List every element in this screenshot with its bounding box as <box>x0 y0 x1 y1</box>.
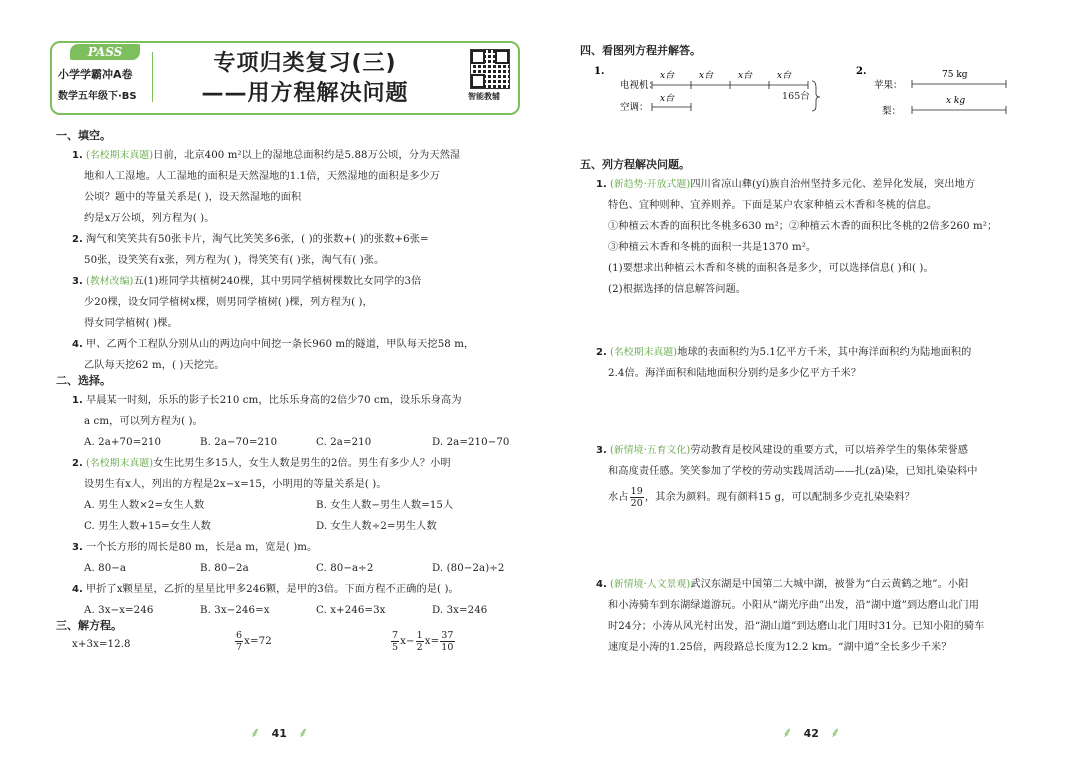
problem-4-line: 和小涛骑车到东湖绿道游玩。小阳从“湖光序曲”出发，沿“湖中道”到达磨山北门用 <box>608 600 980 611</box>
option-b[interactable]: B. 2a−70=210 <box>200 437 278 448</box>
brand-logo: PASS <box>70 44 140 60</box>
qr-label: 智能教辅 <box>468 92 500 101</box>
option-d[interactable]: D. 2a=210−70 <box>432 437 510 448</box>
problem-3-line: 和高度责任感。笑笑参加了学校的劳动实践周活动——扎(zā)染，已知扎染染料中 <box>608 466 978 477</box>
diagram-apple-pear <box>850 60 1030 120</box>
segment-label: x台 <box>699 71 714 81</box>
segment-label: x台 <box>777 71 792 81</box>
option-a[interactable]: A. 男生人数×2=女生人数 <box>84 500 205 511</box>
problem-4-line: 时24分；小涛从风光村出发，沿“湖山道”到达磨山北门用时31分。已知小阳的骑车 <box>608 621 985 632</box>
problem-1: 1. (新趋势·开放式题)四川省凉山彝(yí)族自治州坚持多元化、差异化发展，突出地方 <box>596 179 976 190</box>
option-c[interactable]: C. 80−a÷2 <box>316 563 374 574</box>
option-a[interactable]: A. 2a+70=210 <box>84 437 162 448</box>
choice-2-line: 设男生有x人，列出的方程是2x−x=15，小明用的等量关系是( )。 <box>84 479 387 490</box>
equation-1: x+3x=12.8 <box>72 639 131 650</box>
page-footer <box>782 722 841 742</box>
problem-3: 3. (新情境·五育文化)劳动教育是校风建设的重要方式，可以培养学生的集体荣誉感 <box>596 445 969 456</box>
page-number: 41 <box>271 727 287 740</box>
problem-1-line: 特色、宜种则种、宜养则养。下面是某户农家种植云木香和冬桃的信息。 <box>608 200 938 211</box>
option-c[interactable]: C. 男生人数+15=女生人数 <box>84 521 211 532</box>
question-4-line: 乙队每天挖62 m，( )天挖完。 <box>84 360 225 371</box>
option-a[interactable]: A. 80−a <box>84 563 127 574</box>
diagram-1-num: 1. <box>594 66 605 77</box>
problem-3-line: 水占 $\frac{19}{20}$ ，其余为颜料。现有颜料15 g，可以配制多少克扎染染料？ <box>608 485 915 509</box>
segment-label: x台 <box>660 71 675 81</box>
grade-label: 数学五年级下·BS <box>58 91 137 102</box>
choice-4: 4. 甲折了x颗星星，乙折的星星比甲多246颗，是甲的3倍。下面方程不正确的是( )。 <box>72 584 459 595</box>
option-a[interactable]: A. 3x−x=246 <box>84 605 154 616</box>
problem-1-line: ①种植云木香的面积比冬桃多630 m²；②种植云木香的面积比冬桃的2倍多260 m²； <box>608 221 998 232</box>
question-1-line: 地和人工湿地。人工湿地的面积是天然湿地的1.1倍，天然湿地的面积是多少万 <box>84 171 440 182</box>
sprout-icon: ⸙ <box>830 725 841 741</box>
problem-1-line: (2)根据选择的信息解答问题。 <box>608 284 747 295</box>
option-d[interactable]: D. 女生人数÷2=男生人数 <box>316 521 437 532</box>
problem-1-line: (1)要想求出种植云木香和冬桃的面积各是多少，可以选择信息( )和( )。 <box>608 263 934 274</box>
sprout-icon: ⸙ <box>250 725 261 741</box>
apple-value: 75 kg <box>942 70 968 80</box>
equation-2: $\frac{6}{7}$ x=72 <box>236 629 272 653</box>
question-2: 2. 淘气和笑笑共有50张卡片，淘气比笑笑多6张，( )的张数+( )的张数+6张= <box>72 234 429 245</box>
segment-label: x台 <box>738 71 753 81</box>
segment-label: x台 <box>660 94 675 104</box>
section-fill-in: 一、填空。 <box>56 129 111 142</box>
choice-1-line: a cm，可以列方程为( )。 <box>84 416 203 427</box>
apple-label: 苹果： <box>874 80 903 91</box>
problem-2: 2. (名校期末真题)地球的表面积约为5.1亿平方千米，其中海洋面积约为陆地面积的 <box>596 347 972 358</box>
question-4: 4. 甲、乙两个工程队分别从山的两边向中间挖一条长960 m的隧道，甲队每天挖58 m， <box>72 339 475 350</box>
page-footer <box>250 722 309 742</box>
option-d[interactable]: D. 3x=246 <box>432 605 488 616</box>
problem-1-line: ③种植云木香和冬桃的面积一共是1370 m²。 <box>608 242 817 253</box>
total-label: 165台 <box>782 91 811 102</box>
section-word-problems: 五、列方程解决问题。 <box>580 158 690 171</box>
sprout-icon: ⸙ <box>298 725 309 741</box>
option-d[interactable]: D. (80−2a)÷2 <box>432 563 505 574</box>
choice-3: 3. 一个长方形的周长是80 m，长是a m，宽是( )m。 <box>72 542 318 553</box>
problem-4-line: 速度是小涛的1.25倍，两段路总长度为12.2 km。“湖中道”全长多少千米？ <box>608 642 952 653</box>
problem-2-line: 2.4倍。海洋面积和陆地面积分别约是多少亿平方千米？ <box>608 368 862 379</box>
question-2-line: 50张，设笑笑有x张，列方程为( )，得笑笑有( )张，淘气有( )张。 <box>84 255 385 266</box>
choice-2: 2. (名校期末真题)女生比男生多15人，女生人数是男生的2倍。男生有多少人？小明 <box>72 458 451 469</box>
section-choice: 二、选择。 <box>56 374 111 387</box>
page-number: 42 <box>803 727 819 740</box>
series-name: 小学学霸冲A卷 <box>58 68 133 81</box>
qr-code-icon[interactable] <box>470 49 510 89</box>
choice-1: 1. 早晨某一时刻，乐乐的影子长210 cm，比乐乐身高的2倍少70 cm，设乐乐身高为 <box>72 395 462 406</box>
page-subtitle: ——用方程解决问题 <box>201 81 409 106</box>
option-b[interactable]: B. 3x−246=x <box>200 605 270 616</box>
section-diagram-equations: 四、看图列方程并解答。 <box>580 44 701 57</box>
header-divider <box>152 52 153 102</box>
sprout-icon: ⸙ <box>782 725 793 741</box>
problem-4: 4. (新情境·人文景观)武汉东湖是中国第二大城中湖，被誉为“白云黄鹤之地”。小阳 <box>596 579 969 590</box>
pear-value: x kg <box>946 96 966 106</box>
pear-label: 梨： <box>882 106 902 117</box>
question-1-line: 约是x万公顷，列方程为( )。 <box>84 213 215 224</box>
question-3-line: 得女同学植树( )棵。 <box>84 318 178 329</box>
tv-label: 电视机： <box>620 80 659 91</box>
option-b[interactable]: B. 女生人数−男生人数=15人 <box>316 500 454 511</box>
diagram-2-num: 2. <box>856 66 867 77</box>
question-1-line: 公顷？题中的等量关系是( )，设天然湿地的面积 <box>84 192 302 203</box>
question-1: 1. (名校期末真题)日前，北京400 m²以上的湿地总面积约是5.88万公顷，分为天然湿 <box>72 150 461 161</box>
equation-3: $\frac{7}{5}$ x− $\frac{1}{2}$ x= $\frac{37}{10}$ <box>392 629 454 653</box>
ac-label: 空调： <box>620 102 649 113</box>
option-c[interactable]: C. x+246=3x <box>316 605 386 616</box>
question-3-line: 少20棵，设女同学植树x棵，则男同学植树( )棵，列方程为( )， <box>84 297 373 308</box>
page-title: 专项归类复习(三) <box>213 51 397 76</box>
section-solve-equation: 三、解方程。 <box>56 619 122 632</box>
option-b[interactable]: B. 80−2a <box>200 563 249 574</box>
option-c[interactable]: C. 2a=210 <box>316 437 372 448</box>
right-page <box>540 0 1080 766</box>
question-3: 3. (教材改编)五(1)班同学共植树240棵，其中男同学植树棵数比女同学的3倍 <box>72 276 422 287</box>
